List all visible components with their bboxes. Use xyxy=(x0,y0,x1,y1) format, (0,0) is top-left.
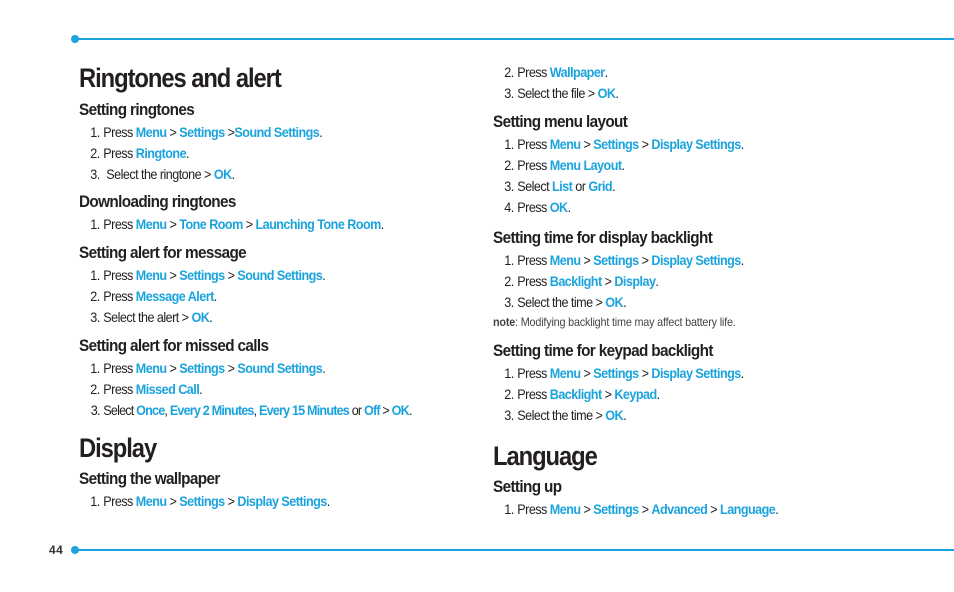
key-term: Sound Settings xyxy=(234,124,320,140)
step xyxy=(493,384,889,405)
page-number: 44 xyxy=(49,543,64,557)
step-text: > xyxy=(224,124,235,140)
step-text: . xyxy=(199,381,203,397)
step-number: 2. xyxy=(504,64,514,80)
step-text: > xyxy=(242,216,256,232)
key-term: Settings xyxy=(593,501,639,517)
step-text: . xyxy=(604,64,608,80)
step-text: Press xyxy=(517,157,550,173)
step-text: . xyxy=(209,309,213,325)
step-text: > xyxy=(707,501,721,517)
step-text: Press xyxy=(103,216,136,232)
step-text: . xyxy=(740,252,744,268)
step-text: Press xyxy=(103,267,136,283)
step-text: > xyxy=(580,136,594,152)
step xyxy=(79,122,439,143)
top-rule-dot xyxy=(71,35,79,43)
step-text: Press xyxy=(517,365,550,381)
section-title-ringtones: Ringtones and alert xyxy=(79,63,281,93)
step-number: 3. xyxy=(90,309,100,325)
key-term: Every 2 Minutes xyxy=(169,402,254,418)
step-text: . xyxy=(740,365,744,381)
key-term: Settings xyxy=(593,136,639,152)
step xyxy=(79,164,439,185)
step-number: 3. xyxy=(90,402,100,418)
step-text: . xyxy=(775,501,779,517)
key-term: OK xyxy=(191,309,210,325)
step-text: Select the alert > xyxy=(103,309,192,325)
subtitle-keypad-backlight: Setting time for keypad backlight xyxy=(493,341,713,360)
step-number: 2. xyxy=(90,381,100,397)
step-number: 1. xyxy=(90,360,100,376)
step-text: . xyxy=(408,402,412,418)
step-text: Press xyxy=(517,199,550,215)
step xyxy=(79,379,439,400)
right-column xyxy=(493,62,933,520)
key-term: Settings xyxy=(593,252,639,268)
step-text: > xyxy=(580,365,594,381)
step-text: . xyxy=(213,288,217,304)
step-text: > xyxy=(224,493,238,509)
step-text: . xyxy=(612,178,616,194)
step-text: or xyxy=(349,402,364,418)
key-term: Sound Settings xyxy=(237,360,323,376)
step-text: > xyxy=(224,360,238,376)
step-text: Press xyxy=(103,145,136,161)
step-text: > xyxy=(601,273,615,289)
step xyxy=(79,491,439,512)
key-term: Menu xyxy=(135,360,167,376)
key-term: Settings xyxy=(593,365,639,381)
section-title-language: Language xyxy=(493,441,597,471)
key-term: OK xyxy=(391,402,409,418)
subtitle-alert-missed-calls: Setting alert for missed calls xyxy=(79,336,269,355)
key-term: Menu xyxy=(135,216,167,232)
key-term: Wallpaper xyxy=(549,64,605,80)
step-text: Select the file > xyxy=(517,85,598,101)
step xyxy=(493,271,889,292)
step-text: > xyxy=(166,124,180,140)
key-term: Advanced xyxy=(651,501,708,517)
step-text: . xyxy=(656,386,660,402)
step-text: Press xyxy=(103,493,136,509)
step-text: . xyxy=(655,273,659,289)
key-term: Menu xyxy=(549,252,581,268)
key-term: Settings xyxy=(179,360,225,376)
bottom-rule xyxy=(75,549,954,551)
key-term: Settings xyxy=(179,493,225,509)
step-text: Select xyxy=(103,402,137,418)
step-text: or xyxy=(572,178,589,194)
step-text: > xyxy=(638,365,652,381)
step xyxy=(79,307,439,328)
step-text: Select xyxy=(517,178,553,194)
key-term: Display Settings xyxy=(651,252,741,268)
step-text: , xyxy=(164,402,170,418)
step-text: . xyxy=(231,166,235,182)
step-text: . xyxy=(186,145,190,161)
key-term: Display Settings xyxy=(237,493,327,509)
step-text: . xyxy=(623,407,627,423)
step xyxy=(493,176,889,197)
step-text: Press xyxy=(517,252,550,268)
step-text: . xyxy=(621,157,625,173)
step-text: > xyxy=(166,493,180,509)
step xyxy=(493,155,889,176)
step-number: 4. xyxy=(504,199,514,215)
key-term: Tone Room xyxy=(179,216,243,232)
step xyxy=(493,405,889,426)
step-text: . xyxy=(567,199,571,215)
step xyxy=(493,197,889,218)
step-text: Press xyxy=(103,288,136,304)
step-text: > xyxy=(166,216,180,232)
step-number: 3. xyxy=(90,166,100,182)
step-text: . xyxy=(319,124,323,140)
key-term: Keypad xyxy=(614,386,657,402)
left-column xyxy=(79,60,479,512)
step-text: > xyxy=(638,501,652,517)
step-text: > xyxy=(379,402,392,418)
step-text: Press xyxy=(103,360,136,376)
key-term: OK xyxy=(605,407,624,423)
step-text: Press xyxy=(517,273,550,289)
key-term: Off xyxy=(363,402,380,418)
key-term: Every 15 Minutes xyxy=(259,402,349,418)
step-text: Press xyxy=(103,381,136,397)
step xyxy=(79,358,439,379)
step xyxy=(493,62,889,83)
step-text: Press xyxy=(517,386,550,402)
step-text: . xyxy=(322,267,326,283)
step xyxy=(79,214,439,235)
key-term: Language xyxy=(720,501,776,517)
key-term: Backlight xyxy=(549,386,602,402)
key-term: Backlight xyxy=(549,273,602,289)
key-term: Menu Layout xyxy=(549,157,622,173)
subtitle-display-backlight: Setting time for display backlight xyxy=(493,228,713,247)
step-text: > xyxy=(224,267,238,283)
step-number: 1. xyxy=(504,365,514,381)
note-label: note xyxy=(493,315,516,329)
step xyxy=(493,134,889,155)
step-number: 2. xyxy=(504,273,514,289)
step-text: > xyxy=(638,252,652,268)
key-term: Sound Settings xyxy=(237,267,323,283)
key-term: Settings xyxy=(179,124,225,140)
step-text: , xyxy=(253,402,259,418)
note-text: : Modifying backlight time may affect battery life. xyxy=(515,315,736,329)
key-term: Menu xyxy=(135,493,167,509)
step-number: 3. xyxy=(504,85,514,101)
step-number: 2. xyxy=(90,145,100,161)
step-text: Select the time > xyxy=(517,407,606,423)
key-term: Menu xyxy=(549,365,581,381)
step xyxy=(493,83,889,104)
step-text: > xyxy=(601,386,615,402)
key-term: Menu xyxy=(135,124,167,140)
key-term: Message Alert xyxy=(135,288,214,304)
step-text: . xyxy=(623,294,627,310)
step-number: 1. xyxy=(504,252,514,268)
key-term: Menu xyxy=(549,136,581,152)
step-number: 3. xyxy=(504,294,514,310)
step-text: > xyxy=(580,252,594,268)
step-text: > xyxy=(580,501,594,517)
key-term: Settings xyxy=(179,267,225,283)
step-number: 2. xyxy=(504,157,514,173)
step-text: Press xyxy=(517,501,550,517)
key-term: List xyxy=(552,178,573,194)
step-text: Select the time > xyxy=(517,294,606,310)
bottom-rule-dot xyxy=(71,546,79,554)
step-number: 1. xyxy=(90,216,100,232)
key-term: Once xyxy=(136,402,165,418)
step xyxy=(493,499,889,520)
step-text: Press xyxy=(517,136,550,152)
step-number: 1. xyxy=(504,136,514,152)
key-term: Grid xyxy=(588,178,613,194)
step-text: > xyxy=(166,267,180,283)
step-number: 1. xyxy=(90,267,100,283)
step-number: 3. xyxy=(504,407,514,423)
step-text: Press xyxy=(103,124,136,140)
step xyxy=(79,143,439,164)
step-text: . xyxy=(615,85,619,101)
step xyxy=(493,292,889,313)
step-text: . xyxy=(740,136,744,152)
subtitle-wallpaper: Setting the wallpaper xyxy=(79,469,220,488)
step-number: 1. xyxy=(504,501,514,517)
backlight-note xyxy=(493,313,889,331)
key-term: Missed Call xyxy=(135,381,200,397)
subtitle-menu-layout: Setting menu layout xyxy=(493,112,628,131)
top-rule xyxy=(75,38,954,40)
step-text: Select the ringtone > xyxy=(103,166,214,182)
key-term: OK xyxy=(597,85,616,101)
step-text: Press xyxy=(517,64,550,80)
key-term: Menu xyxy=(135,267,167,283)
step-text: . xyxy=(326,493,330,509)
subtitle-setting-up: Setting up xyxy=(493,477,562,496)
step xyxy=(493,250,889,271)
step xyxy=(79,286,439,307)
step-number: 2. xyxy=(504,386,514,402)
key-term: Display xyxy=(614,273,656,289)
step-number: 1. xyxy=(90,493,100,509)
key-term: Ringtone xyxy=(135,145,187,161)
key-term: Launching Tone Room xyxy=(255,216,381,232)
key-term: OK xyxy=(605,294,624,310)
section-title-display: Display xyxy=(79,433,157,463)
key-term: Display Settings xyxy=(651,136,741,152)
subtitle-alert-message: Setting alert for message xyxy=(79,243,247,262)
step xyxy=(493,363,889,384)
step-text: . xyxy=(380,216,384,232)
subtitle-setting-ringtones: Setting ringtones xyxy=(79,100,195,119)
step xyxy=(79,265,439,286)
key-term: Menu xyxy=(549,501,581,517)
step-text: > xyxy=(166,360,180,376)
step-number: 1. xyxy=(90,124,100,140)
step xyxy=(79,400,439,421)
subtitle-downloading-ringtones: Downloading ringtones xyxy=(79,192,236,211)
step-number: 2. xyxy=(90,288,100,304)
key-term: Display Settings xyxy=(651,365,741,381)
step-text: . xyxy=(322,360,326,376)
step-text: > xyxy=(638,136,652,152)
key-term: OK xyxy=(213,166,232,182)
step-number: 3. xyxy=(504,178,514,194)
key-term: OK xyxy=(549,199,568,215)
